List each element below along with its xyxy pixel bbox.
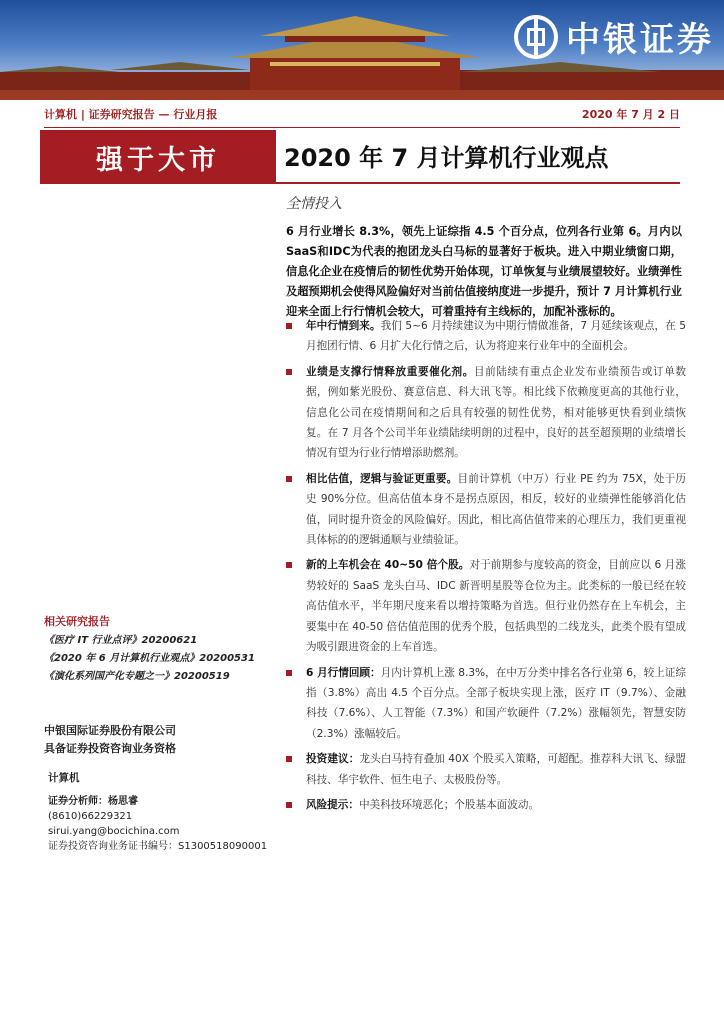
bullet-square-icon <box>286 670 292 676</box>
bullet-square-icon <box>286 369 292 375</box>
company-qualification: 具备证券投资咨询业务资格 <box>44 742 176 755</box>
page-title: 2020 年 7 月计算机行业观点 <box>284 144 609 172</box>
rating-slogan-block <box>40 130 276 184</box>
related-report-link[interactable]: 《2020 年 6 月计算机行业观点》20200531 <box>44 653 255 664</box>
bullet-square-icon <box>286 756 292 762</box>
company-name: 中银国际证券股份有限公司 <box>44 724 176 737</box>
bullet-heading: 6 月行情回顾： <box>306 666 381 679</box>
bullet-square-icon <box>286 323 292 329</box>
list-item <box>286 362 686 464</box>
header-banner <box>0 0 724 100</box>
bullet-body: 对于前期参与度较高的资金，目前应以 6 月涨势较好的 SaaS 龙头白马、IDC 新晋明星股等仓位为主。此类标的一般已经在较高估值水平，半年期尺度来看以增持策略为首选。但行业仍然存在上车机会，主要集中在 40-50 倍估值范围的优秀个股，包括典型的二线龙头，此类个股有望成为吸引跟进资金的上车首选。 <box>306 559 686 654</box>
related-report-link[interactable]: 《医疗 IT 行业点评》20200621 <box>44 635 198 646</box>
bullet-body: 目前陆续有重点企业发布业绩预告或订单数据，例如紫光股份、赛意信息、科大讯飞等。相比线下依赖度更高的其他行业，信息化公司在疫情期间和之后具有较强的韧性优势，相对能够更快看到业绩恢复。在 7 月各个公司半年业绩陆续明朗的过程中，良好的甚至超预期的业绩增长情况有望为行业行情增添助燃剂。 <box>306 365 687 460</box>
list-item <box>286 316 686 357</box>
rating-subtitle: 全情投入 <box>286 196 342 212</box>
bullet-body: 龙头白马持有叠加 40X 个股买入策略，可超配。推荐科大讯飞、绿盟科技、华宇软件、恒生电子、太极股份等。 <box>306 753 686 786</box>
bullet-heading: 业绩是支撑行情释放重要催化剂。 <box>306 365 474 378</box>
breadcrumb: 计算机 | 证券研究报告 — 行业月报 <box>44 108 218 121</box>
analyst-name: 杨思睿 <box>108 796 138 807</box>
analyst-cert: 证券投资咨询业务证书编号：S1300518090001 <box>48 841 268 852</box>
analyst-info <box>48 794 268 854</box>
list-item <box>286 795 686 815</box>
company-info <box>44 722 264 758</box>
logo-text: 中银证券 <box>566 20 714 60</box>
rating-slogan: 强于大市 <box>96 144 220 176</box>
sector-label: 计算机 <box>48 772 80 784</box>
bullet-body: 中美科技环境恶化；个股基本面波动。 <box>358 798 540 811</box>
analyst-email[interactable]: sirui.yang@bocichina.com <box>48 826 180 837</box>
boc-logo-icon <box>514 15 558 59</box>
bullet-body: 月内计算机上涨 8.3%，在中万分类中排名各行业第 6，较上证综指（3.8%）高出 4.5 个百分点。全部子板块实现上涨，医疗 IT（9.7%）、金融科技（7.6%）、人工智能（7.3%）和国产软硬件（7.2%）涨幅领先，智慧安防（2.3%）涨幅较后。 <box>306 666 686 740</box>
bullet-square-icon <box>286 802 292 808</box>
bullet-heading: 投资建议： <box>306 753 360 766</box>
bullet-heading: 年中行情到来。 <box>306 320 381 332</box>
list-item <box>286 469 686 551</box>
list-item <box>286 555 686 657</box>
divider <box>44 127 680 128</box>
bullet-square-icon <box>286 476 292 482</box>
analyst-phone: (8610)66229321 <box>48 811 133 822</box>
list-item <box>286 749 686 790</box>
report-meta-bar <box>44 103 680 125</box>
summary-paragraph: 6 月行业增长 8.3%，领先上证综指 4.5 个百分点，位列各行业第 6。月内以SaaS和IDC为代表的抱团龙头白马标的显著好于板块。进入中期业绩窗口期，信息化企业在疫情后的韧性优势开始体现，订单恢复与业绩展望较好。业绩弹性及超预期机会使得风险偏好对当前估值接纳度进一步提升，预计 7 月计算机行业迎来全面上行行情机会较大，可着重持有主线标的，加配补涨标的。 <box>286 225 682 318</box>
related-reports-list <box>44 632 264 686</box>
bullet-body: 我们 5~6 月持续建议为中期行情做准备，7 月延续该观点，在 5 月抱团行情、6 月扩大化行情之后，认为将迎来行业年中的全面机会。 <box>306 320 687 353</box>
key-points-list <box>286 316 686 820</box>
analyst-label: 证券分析师： <box>48 796 108 807</box>
bullet-heading: 相比估值，逻辑与验证更重要。 <box>306 472 458 485</box>
related-report-link[interactable]: 《演化系列国产化专题之一》20200519 <box>44 671 230 682</box>
bullet-square-icon <box>286 562 292 568</box>
company-logo <box>514 12 714 61</box>
bullet-heading: 新的上车机会在 40~50 倍个股。 <box>306 559 470 572</box>
bullet-heading: 风险提示： <box>306 798 359 811</box>
related-reports-heading: 相关研究报告 <box>44 615 110 628</box>
bullet-body: 目前计算机（中万）行业 PE 约为 75X，处于历史 90%分位。但高估值本身不是拐点原因，相反，较好的业绩弹性能够消化估值，同时提升资金的风险偏好。因此，相比高估值带来的心理压力，我们更重视具体标的的逻辑通顺与业绩验证。 <box>306 472 687 547</box>
list-item <box>286 663 686 745</box>
report-date: 2020 年 7 月 2 日 <box>581 108 680 121</box>
